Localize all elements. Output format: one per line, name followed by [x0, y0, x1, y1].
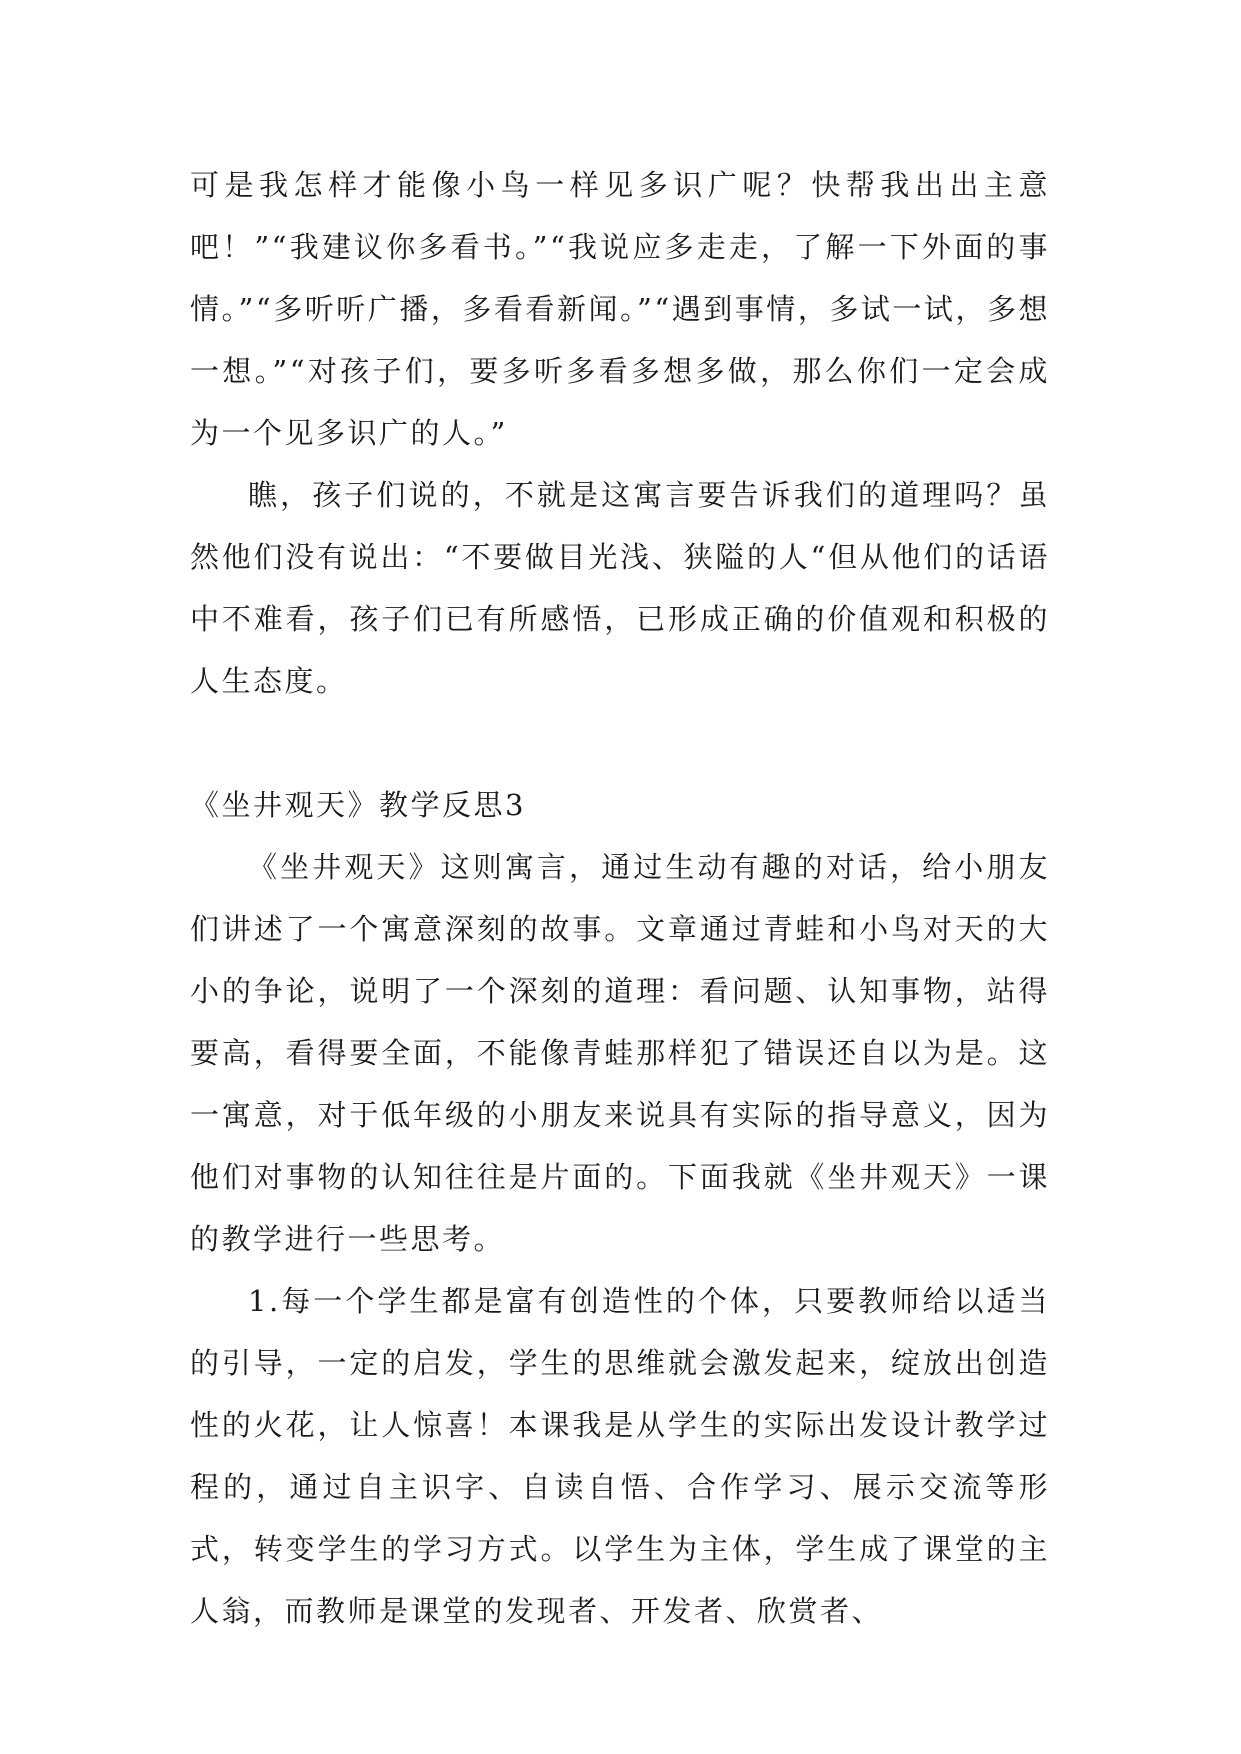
section-spacer	[190, 712, 1050, 774]
paragraph-point-1: 1.每一个学生都是富有创造性的个体，只要教师给以适当的引导，一定的启发，学生的思维就会激发起来，绽放出创造性的火花，让人惊喜！本课我是从学生的实际出发设计教学过程的，通过自主识字、自读自悟、合作学习、展示交流等形式，转变学生的学习方式。以学生为主体，学生成了课堂的主人翁，而教师是课堂的发现者、开发者、欣赏者、	[190, 1284, 1050, 1628]
document-body	[190, 154, 1050, 1642]
paragraph-dialogue: 可是我怎样才能像小鸟一样见多识广呢？快帮我出出主意吧！”“我建议你多看书。”“我说应多走走，了解一下外面的事情。”“多听听广播，多看看新闻。”“遇到事情，多试一试，多想一想。”“对孩子们，要多听多看多想多做，那么你们一定会成为一个见多识广的人。”	[190, 168, 1050, 450]
paragraph-reflection: 瞧，孩子们说的，不就是这寓言要告诉我们的道理吗？虽然他们没有说出：“不要做目光浅、狭隘的人“但从他们的话语中不难看，孩子们已有所感悟，已形成正确的价值观和积极的人生态度。	[190, 478, 1050, 698]
paragraph-intro: 《坐井观天》这则寓言，通过生动有趣的对话，给小朋友们讲述了一个寓意深刻的故事。文章通过青蛙和小鸟对天的大小的争论，说明了一个深刻的道理：看问题、认知事物，站得要高，看得要全面，不能像青蛙那样犯了错误还自以为是。这一寓意，对于低年级的小朋友来说具有实际的指导意义，因为他们对事物的认知往往是片面的。下面我就《坐井观天》一课的教学进行一些思考。	[190, 850, 1050, 1256]
section-title: 《坐井观天》教学反思3	[190, 788, 526, 822]
